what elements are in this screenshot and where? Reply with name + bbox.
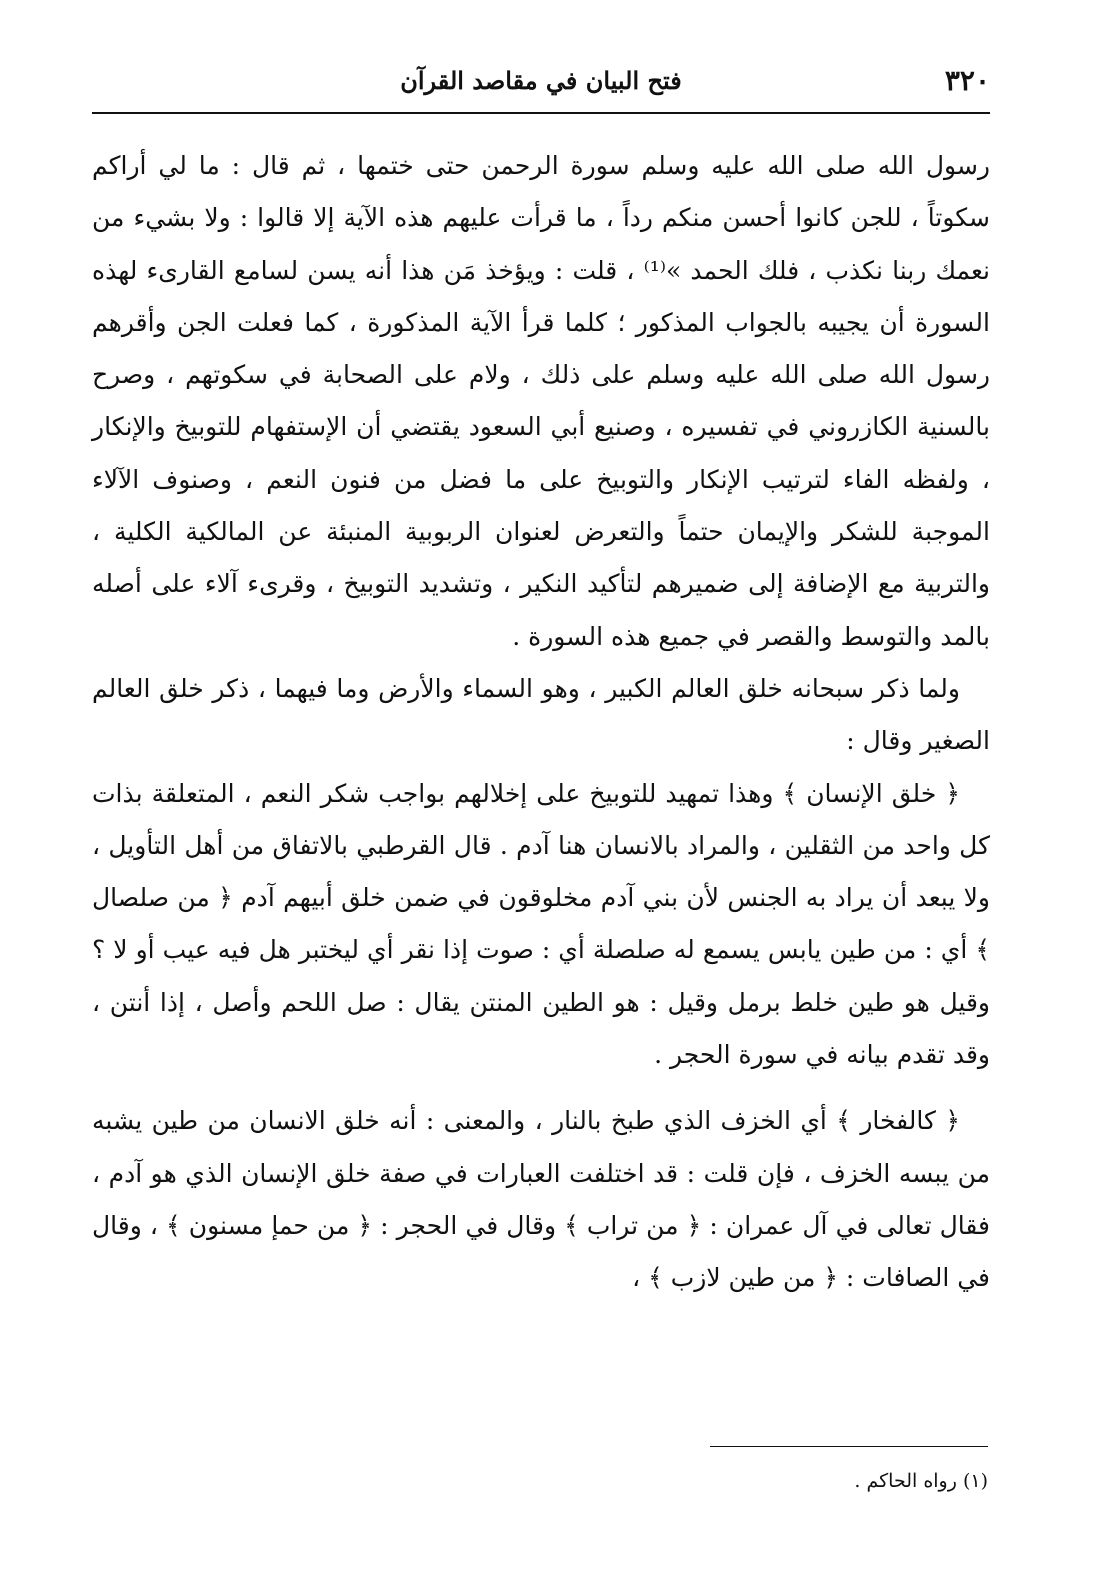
paragraph: ﴿ خلق الإنسان ﴾ وهذا تمهيد للتوبيخ على إخلالهم بواجب شكر النعم ، المتعلقة بذات كل واحد من الثقلين ، والمراد بالانسان هنا آدم . قال القرطبي بالاتفاق من أهل التأويل ، ولا يبعد أن يراد به الجنس لأن بني آدم مخلوقون في ضمن خلق أبيهم آدم ﴿ من صلصال ﴾ أي : من طين يابس يسمع له صلصلة أي : صوت إذا نقر أي ليختبر هل فيه عيب أو لا ؟ وقيل هو طين خلط برمل وقيل : هو الطين المنتن يقال : صل اللحم وأصل ، إذا أنتن ، وقد تقدم بيانه في سورة الحجر . [92,778,990,1070]
paragraph: ﴿ كالفخار ﴾ أي الخزف الذي طبخ بالنار ، والمعنى : أنه خلق الانسان من طين يشبه من يبسه الخزف ، فإن قلت : قد اختلفت العبارات في صفة خلق الإنسان الذي هو آدم ، فقال تعالى في آل عمران : ﴿ من تراب ﴾ وقال في الحجر : ﴿ من حمإ مسنون ﴾ ، وقال في الصافات : ﴿ من طين لازب ﴾ ، [92,1106,990,1293]
page-header [92,62,990,112]
page-number: ٣٢٠ [944,64,990,97]
paragraph: ولما ذكر سبحانه خلق العالم الكبير ، وهو السماء والأرض وما فيهما ، ذكر خلق العالم الصغير وقال : [92,673,990,756]
main-text [92,140,990,1305]
footnote-divider [710,1446,988,1447]
paragraph: رسول الله صلى الله عليه وسلم سورة الرحمن حتى ختمها ، ثم قال : ما لي أراكم سكوتاً ، للجن كانوا أحسن منكم رداً ، ما قرأت عليهم هذه الآية إلا قالوا : ولا بشيء من نعمك ربنا نكذب ، فلك الحمد »⁽¹⁾ ، قلت : ويؤخذ مَن هذا أنه يسن لسامع القارىء لهذه السورة أن يجيبه بالجواب المذكور ؛ كلما قرأ الآية المذكورة ، كما فعلت الجن وأقرهم رسول الله صلى الله عليه وسلم على ذلك ، ولام على الصحابة في سكوتهم ، وصرح بالسنية الكازروني في تفسيره ، وصنيع أبي السعود يقتضي أن الإستفهام للتوبيخ والإنكار ، ولفظه الفاء لترتيب الإنكار والتوبيخ على ما فضل من فنون النعم ، وصنوف الآلاء الموجبة للشكر والإيمان حتماً والتعرض لعنوان الربوبية المنبئة عن المالكية الكلية ، والتربية مع الإضافة إلى ضميرهم لتأكيد النكير ، وتشديد التوبيخ ، وقرىء آلاء على أصله بالمد والتوسط والقصر في جميع هذه السورة . [92,151,990,651]
header-divider [92,112,990,114]
book-title: فتح البيان في مقاصد القرآن [400,66,682,95]
footnote: (١) رواه الحاكم . [854,1470,988,1492]
